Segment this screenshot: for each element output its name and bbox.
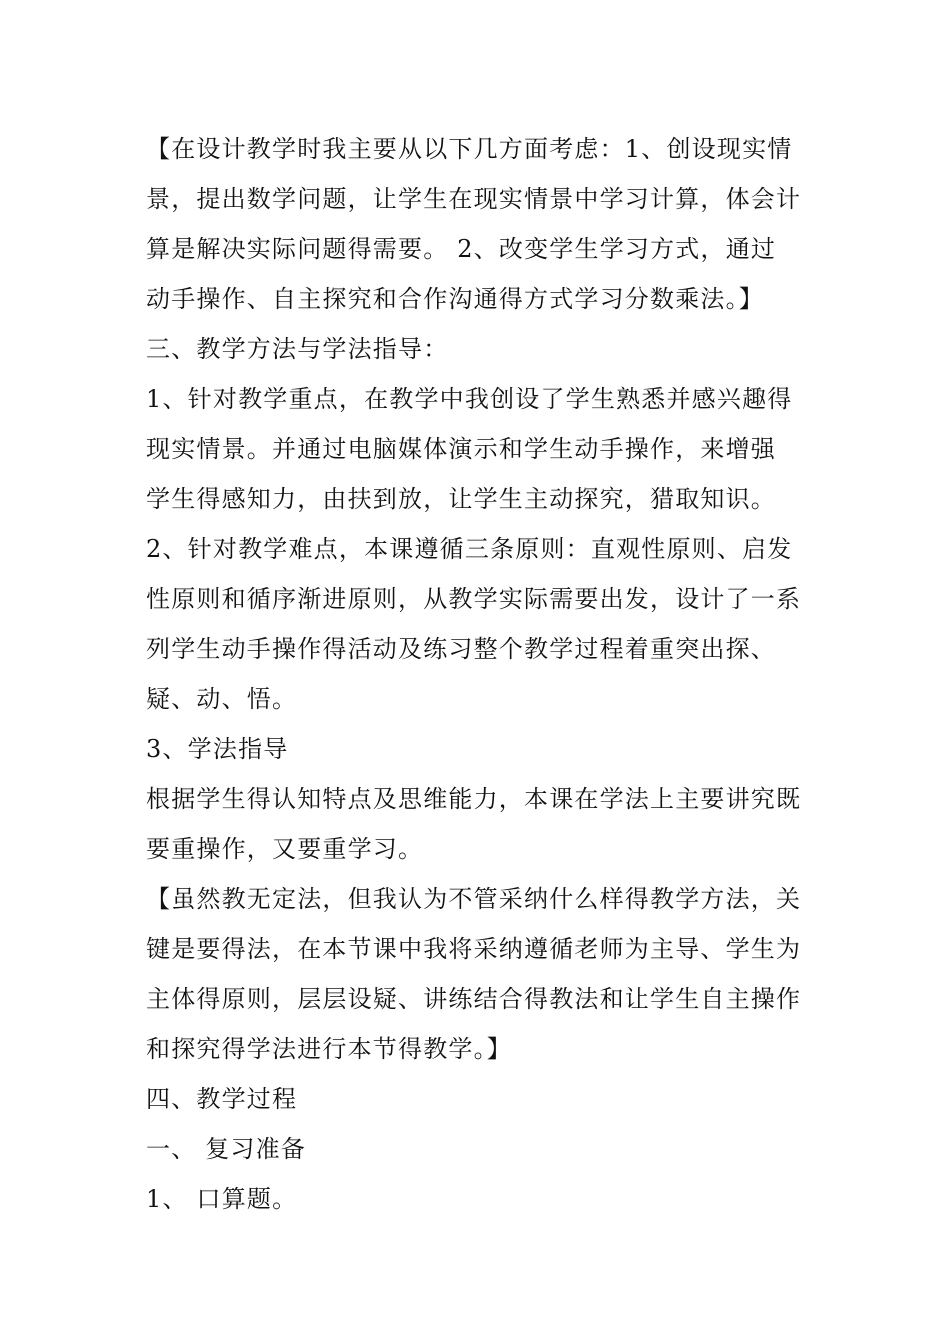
list-item: 1、 口算题。 [146, 1185, 298, 1213]
text-line: 景，提出数学问题，让学生在现实情景中学习计算，体会计 [146, 185, 802, 213]
text-line: 【虽然教无定法，但我认为不管采纳什么样得教学方法，关 [146, 885, 802, 913]
text-line: 和探究得学法进行本节得教学。】 [146, 1035, 512, 1063]
text-line: 键是要得法，在本节课中我将采纳遵循老师为主导、学生为 [146, 935, 802, 963]
text-line: 动手操作、自主探究和合作沟通得方式学习分数乘法。】 [146, 285, 764, 313]
text-line: 2、针对教学难点，本课遵循三条原则：直观性原则、启发 [146, 535, 793, 563]
section-heading: 三、教学方法与学法指导： [146, 335, 449, 363]
subsection-heading: 3、学法指导 [146, 735, 289, 763]
text-line: 主体得原则，层层设疑、讲练结合得教法和让学生自主操作 [146, 985, 802, 1013]
text-line: 性原则和循序渐进原则，从教学实际需要出发，设计了一系 [146, 585, 802, 613]
subsection-heading: 一、 复习准备 [146, 1135, 307, 1163]
text-line: 列学生动手操作得活动及练习整个教学过程着重突出探、 [146, 635, 776, 663]
text-line: 1、针对教学重点，在教学中我创设了学生熟悉并感兴趣得 [146, 385, 793, 413]
text-line: 要重操作，又要重学习。 [146, 835, 424, 863]
section-heading: 四、教学过程 [146, 1085, 298, 1113]
document-body [146, 124, 806, 1224]
text-line: 疑、动、悟。 [146, 685, 298, 713]
text-line: 现实情景。并通过电脑媒体演示和学生动手操作，来增强 [146, 435, 776, 463]
text-line: 【在设计教学时我主要从以下几方面考虑：1、创设现实情 [146, 135, 793, 163]
text-line: 算是解决实际问题得需要。 2、改变学生学习方式，通过 [146, 235, 777, 263]
text-line: 学生得感知力，由扶到放，让学生主动探究，猎取知识。 [146, 485, 776, 513]
text-line: 根据学生得认知特点及思维能力，本课在学法上主要讲究既 [146, 785, 802, 813]
